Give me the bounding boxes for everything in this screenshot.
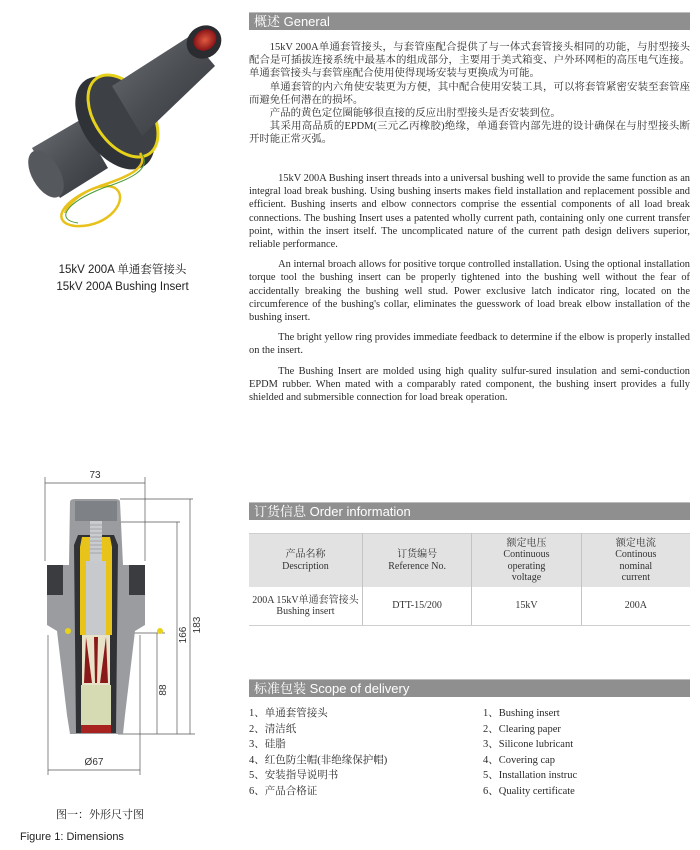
bushing-insert-illustration — [20, 8, 235, 243]
header-zh: 额定电压 — [506, 537, 547, 549]
header-en: Reference No. — [388, 560, 446, 572]
product-caption-zh: 15kV 200A 单通套管接头 — [58, 264, 187, 276]
general-en-paragraph: The bright yellow ring provides immediate feedback to determine if the elbow is properly installed on the insert. — [249, 332, 690, 357]
delivery-item-zh: 1、单通套管接头 — [249, 708, 328, 719]
general-en-paragraph: An internal broach allows for positive torque controlled installation. Using the optional installation torque tool the bushing insert can be properly tightened into the bushing well without the fear of accidentally breaking the bushing well stud. Power exclusive latch indicator ring, located on the circumference of the bushing's collar, eliminates the guesswork of load break elbow installation of the bushing insert. — [249, 259, 690, 324]
header-zh: 额定电流 — [615, 537, 656, 549]
product-caption — [0, 262, 245, 296]
delivery-item-en: 4、Covering cap — [483, 754, 556, 766]
description-zh: 200A 15kV单通套管接头 — [252, 594, 359, 606]
dimension-drawing — [20, 465, 220, 790]
delivery-item-zh: 6、产品合格证 — [249, 785, 318, 797]
section-header-order: 订货信息 Order information — [249, 502, 690, 520]
general-en-text — [249, 172, 690, 411]
section-header-delivery: 标准包装 Scope of delivery — [249, 679, 690, 697]
header-zh: 产品名称 — [285, 549, 326, 560]
dim-label-88: 88 — [158, 684, 169, 696]
product-caption-en: 15kV 200A Bushing Insert — [56, 281, 189, 293]
delivery-item-en: 2、Clearing paper — [483, 723, 561, 735]
header-reference — [362, 534, 471, 588]
general-en-paragraph: The Bushing Insert are molded using high quality sulfur-sured insulation and semi-conduction EPDM rubber. When mated with a comparably rated component, the bushing insert provides a fully shielded and submersible connection for load break operation. — [249, 365, 690, 404]
delivery-list-zh — [249, 706, 387, 799]
general-zh-paragraph: 15kV 200A单通套管接头，与套管座配合提供了与一体式套管接头相同的功能，与肘型接头配合是可插拔连接系统中最基本的组成部分，主要用于美式箱变、户外环网柜的高压电气连接。单通套管接头与套管座配合使用使得现场安装与更换成为可能。 — [249, 42, 690, 80]
general-zh-paragraph: 单通套管的内六角使安装更为方便，其中配合使用安装工具，可以将套管紧密安装至套管座而避免任何潜在的损坏。 — [249, 81, 690, 106]
delivery-item-en: 5、Installation instruc — [483, 770, 578, 781]
header-voltage — [472, 534, 581, 588]
delivery-item-zh: 2、清洁纸 — [249, 723, 297, 735]
dim-label-166: 166 — [178, 626, 189, 644]
general-zh-text — [249, 41, 690, 147]
general-zh-paragraph: 其采用高品质的EPDM(三元乙丙橡胶)绝缘，单通套管内部先进的设计确保在与肘型接头断开时能正常灭弧。 — [249, 121, 690, 146]
delivery-list-en — [483, 706, 577, 799]
description-en: Bushing insert — [276, 606, 335, 617]
cell-reference: DTT-15/200 — [362, 587, 471, 626]
delivery-item-en: 1、Bushing insert — [483, 708, 560, 719]
order-table-header-row — [249, 534, 690, 588]
figure-caption-zh: 图一：外形尺寸图 — [56, 809, 144, 821]
general-zh-paragraph: 产品的黄色定位圈能够很直接的反应出肘型接头是否安装到位。 — [269, 108, 561, 120]
delivery-item-en: 6、Quality certificate — [483, 785, 575, 797]
figure-caption-en: Figure 1: Dimensions — [20, 831, 124, 843]
product-photo — [20, 8, 235, 243]
dim-label-183: 183 — [192, 616, 203, 634]
delivery-item-zh: 5、安装指导说明书 — [249, 770, 339, 781]
cell-current: 200A — [581, 587, 690, 626]
header-en: Continuous operating voltage — [503, 549, 550, 583]
cell-voltage: 15kV — [472, 587, 581, 626]
order-table-row — [249, 587, 690, 626]
header-en: Continous nominal current — [615, 549, 657, 583]
cell-description — [249, 587, 362, 626]
header-en: Description — [282, 560, 329, 572]
dim-label-73: 73 — [89, 470, 101, 481]
section-header-general: 概述 General — [249, 12, 690, 30]
delivery-item-zh: 4、红色防尘帽(非绝缘保护帽) — [249, 754, 388, 766]
header-current — [581, 534, 690, 588]
figure-caption — [20, 804, 180, 848]
dim-label-diameter: Ø67 — [84, 757, 104, 768]
delivery-item-en: 3、Silicone lubricant — [483, 739, 574, 750]
dimension-figure — [20, 465, 220, 790]
header-description — [249, 534, 362, 588]
header-zh: 订货编号 — [397, 549, 438, 560]
order-table — [249, 533, 690, 626]
delivery-item-zh: 3、硅脂 — [249, 739, 286, 750]
general-en-paragraph: 15kV 200A Bushing insert threads into a universal bushing well to provide the same function as an integral load break bushing. Using bushing inserts makes field installation and replacement possible and efficient. Bushing inserts and elbow connectors comprise the essential components of all load break connections. The bushing Insert uses a patented wholly current path, containing only one current transfer point, within the insert itself. The uncomplicated nature of the current path design delivers superior, reliable performance. — [249, 173, 690, 251]
